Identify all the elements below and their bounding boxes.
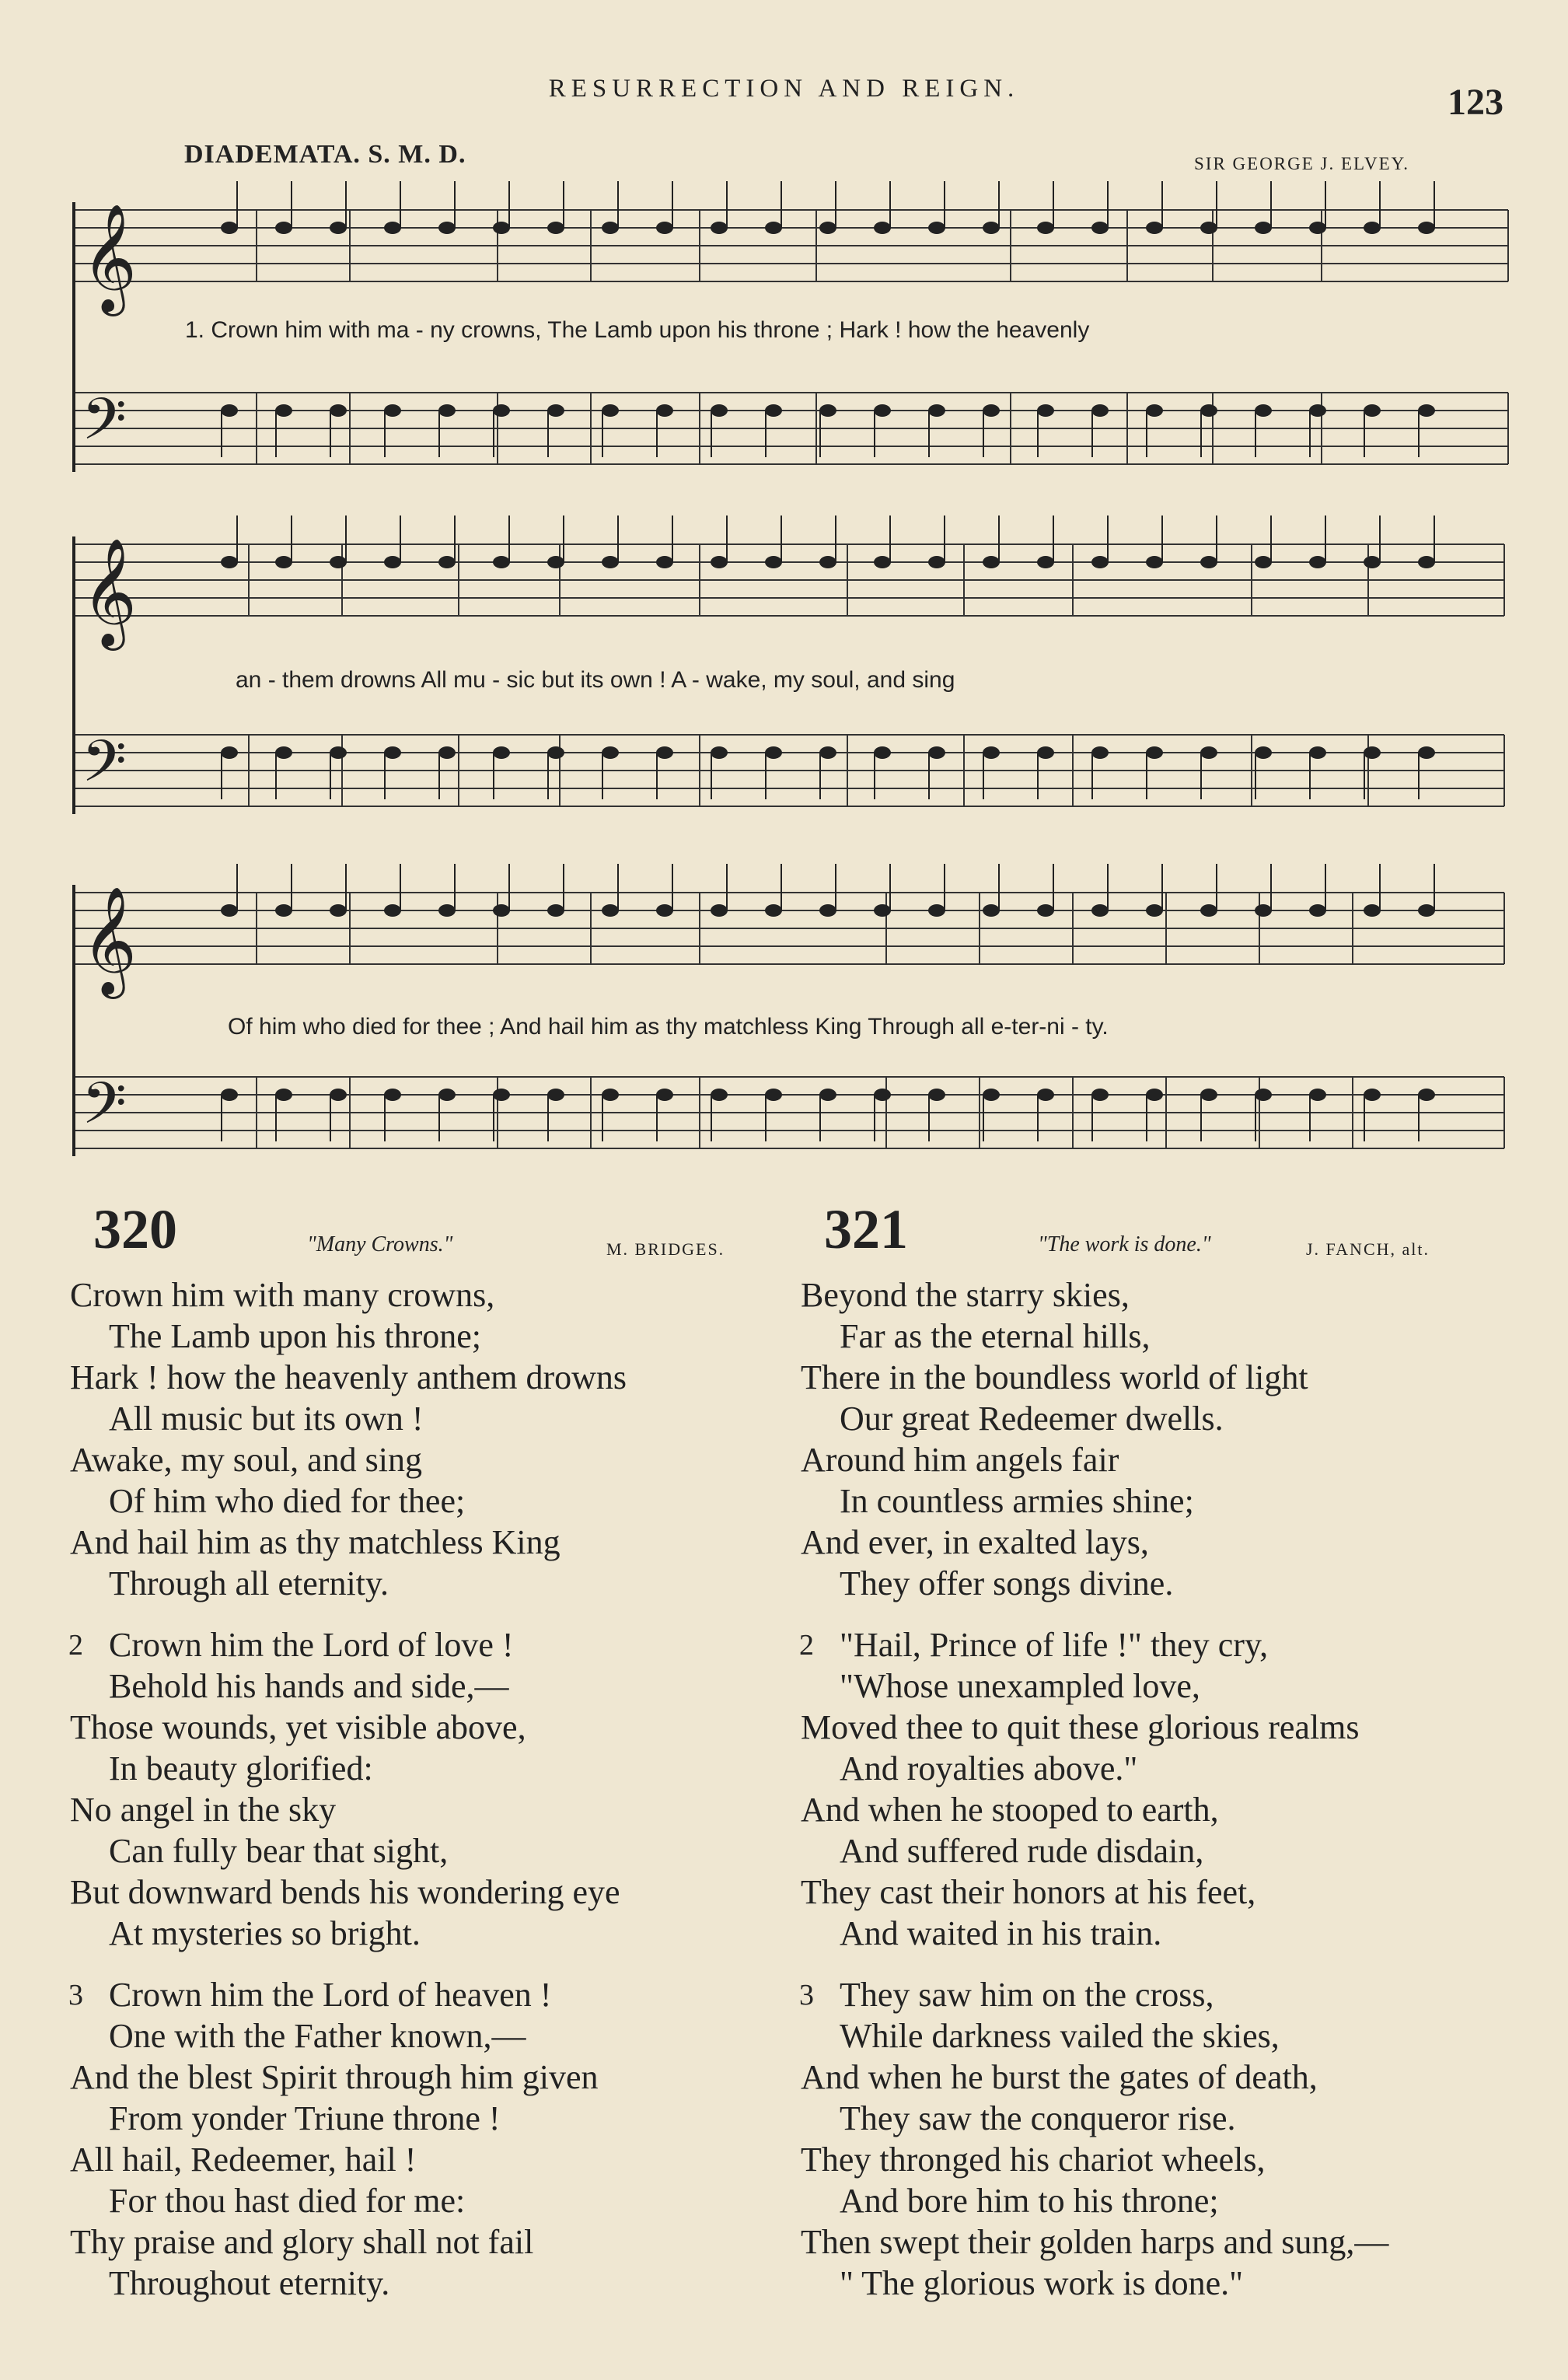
note-head xyxy=(711,556,728,568)
note-head xyxy=(493,222,510,234)
note-head xyxy=(330,746,347,759)
note-head xyxy=(1364,1089,1381,1101)
note-head xyxy=(1309,556,1326,568)
verse-line: Through all eternity. xyxy=(109,1564,389,1602)
note-head xyxy=(330,904,347,917)
note-head xyxy=(1418,556,1435,568)
note-head xyxy=(221,556,238,568)
note-head xyxy=(1309,904,1326,917)
verse-line: And royalties above." xyxy=(840,1749,1138,1788)
note-head xyxy=(602,222,619,234)
note-head xyxy=(330,556,347,568)
note-head xyxy=(221,746,238,759)
verse-line: Of him who died for thee; xyxy=(109,1482,466,1520)
note-head xyxy=(1364,746,1381,759)
verse-line: In beauty glorified: xyxy=(109,1749,373,1788)
bass-clef: 𝄢 xyxy=(82,1070,127,1152)
note-head xyxy=(1200,1089,1217,1101)
verse-line: Awake, my soul, and sing xyxy=(70,1441,423,1479)
note-head xyxy=(493,904,510,917)
note-head xyxy=(438,556,456,568)
verse-line: They cast their honors at his feet, xyxy=(801,1873,1256,1911)
note-head xyxy=(765,222,782,234)
note-head xyxy=(819,904,836,917)
note-head xyxy=(819,1089,836,1101)
verse-line: One with the Father known,— xyxy=(109,2017,526,2055)
note-head xyxy=(547,746,564,759)
treble-clef: 𝄞 xyxy=(82,886,137,994)
verse-line: Moved thee to quit these glorious realms xyxy=(801,1708,1360,1746)
note-head xyxy=(1309,222,1326,234)
score-lyric-1: 1. Crown him with ma - ny crowns, The Lamb upon his throne ; Hark ! how the heavenly xyxy=(185,317,1090,343)
note-head xyxy=(819,404,836,417)
verse-line: Around him angels fair xyxy=(801,1441,1119,1479)
note-head xyxy=(602,904,619,917)
note-head xyxy=(1146,556,1163,568)
note-head xyxy=(1037,556,1054,568)
note-head xyxy=(656,404,673,417)
note-head xyxy=(1037,222,1054,234)
note-head xyxy=(547,556,564,568)
verse-line: Our great Redeemer dwells. xyxy=(840,1400,1224,1438)
note-head xyxy=(1091,222,1109,234)
note-head xyxy=(1418,904,1435,917)
verse-line: Crown him the Lord of love ! xyxy=(109,1626,514,1664)
note-head xyxy=(493,1089,510,1101)
note-head xyxy=(602,746,619,759)
verse-line: But downward bends his wondering eye xyxy=(70,1873,620,1911)
note-head xyxy=(711,746,728,759)
verse-line: Behold his hands and side,— xyxy=(109,1667,509,1705)
note-head xyxy=(547,1089,564,1101)
note-head xyxy=(1146,746,1163,759)
note-head xyxy=(1255,746,1272,759)
note-head xyxy=(765,904,782,917)
note-head xyxy=(275,404,292,417)
note-head xyxy=(221,904,238,917)
note-head xyxy=(384,404,401,417)
verse-line: Crown him with many crowns, xyxy=(70,1276,495,1314)
note-head xyxy=(1091,1089,1109,1101)
note-head xyxy=(656,904,673,917)
note-head xyxy=(765,556,782,568)
verse-line: Throughout eternity. xyxy=(109,2264,390,2302)
note-head xyxy=(438,222,456,234)
verse-line: And ever, in exalted lays, xyxy=(801,1523,1149,1561)
note-head xyxy=(765,746,782,759)
note-head xyxy=(493,556,510,568)
verse-line: Crown him the Lord of heaven ! xyxy=(109,1976,552,2014)
stanza-number: 2 xyxy=(799,1629,814,1662)
note-head xyxy=(765,404,782,417)
note-head xyxy=(819,222,836,234)
note-head xyxy=(384,904,401,917)
note-head xyxy=(1418,746,1435,759)
note-head xyxy=(1146,404,1163,417)
note-head xyxy=(275,556,292,568)
verse-line: And the blest Spirit through him given xyxy=(70,2058,599,2096)
note-head xyxy=(384,746,401,759)
note-head xyxy=(1146,1089,1163,1101)
score-lyric-3: Of him who died for thee ; And hail him as thy matchless King Through all e-ter-ni - ty. xyxy=(228,1014,1109,1040)
note-head xyxy=(1418,222,1435,234)
verse-line: And when he burst the gates of death, xyxy=(801,2058,1318,2096)
note-head xyxy=(384,222,401,234)
stanza-number: 3 xyxy=(68,1979,83,2011)
verse-line: Far as the eternal hills, xyxy=(840,1317,1151,1355)
verse-line: They saw the conqueror rise. xyxy=(840,2099,1236,2137)
treble-clef: 𝄞 xyxy=(82,204,137,312)
note-head xyxy=(602,556,619,568)
note-head xyxy=(275,746,292,759)
note-head xyxy=(1037,404,1054,417)
note-head xyxy=(1255,222,1272,234)
note-head xyxy=(602,1089,619,1101)
hymn-subtitle: "Many Crowns." xyxy=(307,1232,453,1256)
note-head xyxy=(1364,404,1381,417)
note-head xyxy=(711,222,728,234)
composer: SIR GEORGE J. ELVEY. xyxy=(1194,154,1410,173)
stanza-number: 3 xyxy=(799,1979,814,2011)
note-head xyxy=(711,904,728,917)
note-head xyxy=(547,222,564,234)
note-head xyxy=(874,904,891,917)
note-head xyxy=(983,404,1000,417)
note-head xyxy=(928,904,945,917)
note-head xyxy=(1255,1089,1272,1101)
note-head xyxy=(547,904,564,917)
note-head xyxy=(983,904,1000,917)
note-head xyxy=(819,746,836,759)
verse-line: No angel in the sky xyxy=(70,1791,337,1829)
verse-line: And when he stooped to earth, xyxy=(801,1791,1219,1829)
verse-line: From yonder Triune throne ! xyxy=(109,2099,501,2137)
note-head xyxy=(1200,746,1217,759)
stanza-number: 2 xyxy=(68,1629,83,1662)
note-head xyxy=(874,222,891,234)
note-head xyxy=(874,746,891,759)
hymn-author: M. BRIDGES. xyxy=(606,1239,725,1259)
treble-clef: 𝄞 xyxy=(82,538,137,646)
verse-line: Can fully bear that sight, xyxy=(109,1832,449,1870)
note-head xyxy=(1255,556,1272,568)
note-head xyxy=(711,1089,728,1101)
note-head xyxy=(1091,404,1109,417)
note-head xyxy=(1091,904,1109,917)
verse-line: And hail him as thy matchless King xyxy=(70,1523,560,1561)
note-head xyxy=(1037,746,1054,759)
verse-line: Then swept their golden harps and sung,— xyxy=(801,2223,1389,2261)
note-head xyxy=(874,556,891,568)
note-head xyxy=(1418,404,1435,417)
verse-line: "Whose unexampled love, xyxy=(840,1667,1200,1705)
note-head xyxy=(656,1089,673,1101)
note-head xyxy=(928,1089,945,1101)
note-head xyxy=(928,222,945,234)
verse-line: For thou hast died for me: xyxy=(109,2182,466,2220)
bass-clef: 𝄢 xyxy=(82,386,127,467)
note-head xyxy=(1364,222,1381,234)
note-head xyxy=(983,1089,1000,1101)
verse-line: And suffered rude disdain, xyxy=(840,1832,1204,1870)
note-head xyxy=(1309,746,1326,759)
note-head xyxy=(1200,404,1217,417)
running-title: RESURRECTION AND REIGN. xyxy=(548,75,1020,103)
note-head xyxy=(275,222,292,234)
note-head xyxy=(493,746,510,759)
note-head xyxy=(1037,904,1054,917)
page-number: 123 xyxy=(1448,82,1503,123)
note-head xyxy=(275,904,292,917)
note-head xyxy=(765,1089,782,1101)
note-head xyxy=(438,404,456,417)
note-head xyxy=(1146,222,1163,234)
hymn-number: 320 xyxy=(93,1198,177,1260)
note-head xyxy=(819,556,836,568)
note-head xyxy=(1200,222,1217,234)
note-head xyxy=(1255,904,1272,917)
note-head xyxy=(1255,404,1272,417)
note-head xyxy=(1364,556,1381,568)
bass-clef: 𝄢 xyxy=(82,728,127,809)
note-head xyxy=(221,404,238,417)
note-head xyxy=(1091,746,1109,759)
note-head xyxy=(656,746,673,759)
verse-line: And waited in his train. xyxy=(840,1914,1162,1952)
note-head xyxy=(221,1089,238,1101)
verse-line: All music but its own ! xyxy=(109,1400,424,1438)
note-head xyxy=(438,904,456,917)
note-head xyxy=(1309,404,1326,417)
note-head xyxy=(874,404,891,417)
verse-line: Hark ! how the heavenly anthem drowns xyxy=(70,1358,627,1396)
note-head xyxy=(656,222,673,234)
note-head xyxy=(928,746,945,759)
note-head xyxy=(1364,904,1381,917)
note-head xyxy=(1091,556,1109,568)
verse-line: At mysteries so bright. xyxy=(109,1914,421,1952)
note-head xyxy=(983,222,1000,234)
verse-line: They offer songs divine. xyxy=(840,1564,1174,1602)
hymn-subtitle: "The work is done." xyxy=(1038,1232,1211,1256)
note-head xyxy=(547,404,564,417)
note-head xyxy=(656,556,673,568)
note-head xyxy=(221,222,238,234)
verse-line: They saw him on the cross, xyxy=(840,1976,1214,2014)
tune-name: DIADEMATA. S. M. D. xyxy=(184,140,466,169)
note-head xyxy=(384,556,401,568)
note-head xyxy=(983,556,1000,568)
verse-line: And bore him to his throne; xyxy=(840,2182,1219,2220)
note-head xyxy=(928,556,945,568)
verse-line: They thronged his chariot wheels, xyxy=(801,2141,1266,2179)
verse-line: The Lamb upon his throne; xyxy=(109,1317,482,1355)
note-head xyxy=(711,404,728,417)
verse-line: All hail, Redeemer, hail ! xyxy=(70,2141,417,2179)
note-head xyxy=(1146,904,1163,917)
note-head xyxy=(493,404,510,417)
verse-line: " The glorious work is done." xyxy=(840,2264,1244,2302)
verse-line: In countless armies shine; xyxy=(840,1482,1194,1520)
note-head xyxy=(1037,1089,1054,1101)
verse-line: Those wounds, yet visible above, xyxy=(70,1708,526,1746)
note-head xyxy=(874,1089,891,1101)
hymn-author: J. FANCH, alt. xyxy=(1306,1239,1430,1259)
verse-line: Beyond the starry skies, xyxy=(801,1276,1130,1314)
verse-line: There in the boundless world of light xyxy=(801,1358,1308,1396)
score-lyric-2: an - them drowns All mu - sic but its own ! A - wake, my soul, and sing xyxy=(236,667,955,693)
note-head xyxy=(384,1089,401,1101)
note-head xyxy=(438,1089,456,1101)
note-head xyxy=(983,746,1000,759)
verse-line: "Hail, Prince of life !" they cry, xyxy=(840,1626,1269,1664)
note-head xyxy=(1309,1089,1326,1101)
verse-line: Thy praise and glory shall not fail xyxy=(70,2223,534,2261)
note-head xyxy=(438,746,456,759)
note-head xyxy=(275,1089,292,1101)
note-head xyxy=(602,404,619,417)
hymn-number: 321 xyxy=(824,1198,908,1260)
note-head xyxy=(928,404,945,417)
note-head xyxy=(330,404,347,417)
note-head xyxy=(330,222,347,234)
note-head xyxy=(1418,1089,1435,1101)
note-head xyxy=(330,1089,347,1101)
note-head xyxy=(1200,556,1217,568)
note-head xyxy=(1200,904,1217,917)
verse-line: While darkness vailed the skies, xyxy=(840,2017,1280,2055)
